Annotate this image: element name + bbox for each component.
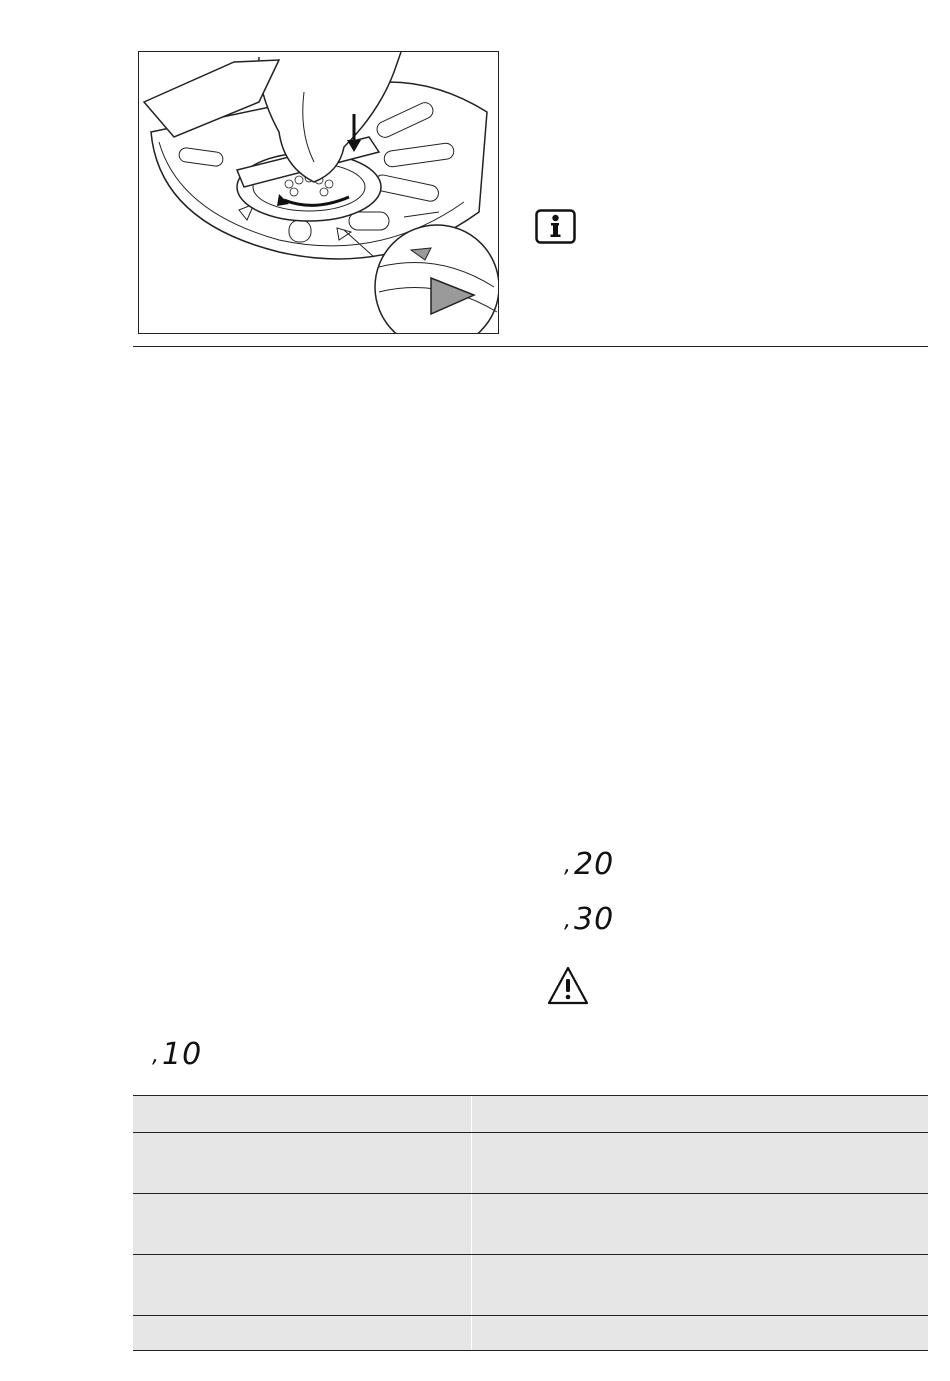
table-cell (472, 1194, 928, 1254)
table-row (133, 1194, 928, 1255)
table-row (133, 1133, 928, 1194)
warning-icon (546, 965, 590, 1007)
section-divider (133, 346, 928, 347)
table-cell (472, 1096, 928, 1132)
table-cell (133, 1133, 472, 1193)
drain-filter-illustration-icon (139, 52, 499, 334)
table-cell (472, 1133, 928, 1193)
table-cell (133, 1255, 472, 1315)
display-code-20: ,20 (564, 847, 615, 882)
table-row (133, 1316, 928, 1351)
table-cell (133, 1194, 472, 1254)
table-cell (472, 1316, 928, 1350)
table-header-row (133, 1096, 928, 1133)
filter-illustration (138, 51, 499, 334)
data-table (133, 1095, 928, 1351)
display-code-10: ,10 (152, 1037, 203, 1072)
table-cell (472, 1255, 928, 1315)
display-code-30: ,30 (564, 902, 615, 937)
info-icon (535, 209, 576, 244)
table-row (133, 1255, 928, 1316)
table-cell (133, 1316, 472, 1350)
table-cell (133, 1096, 472, 1132)
